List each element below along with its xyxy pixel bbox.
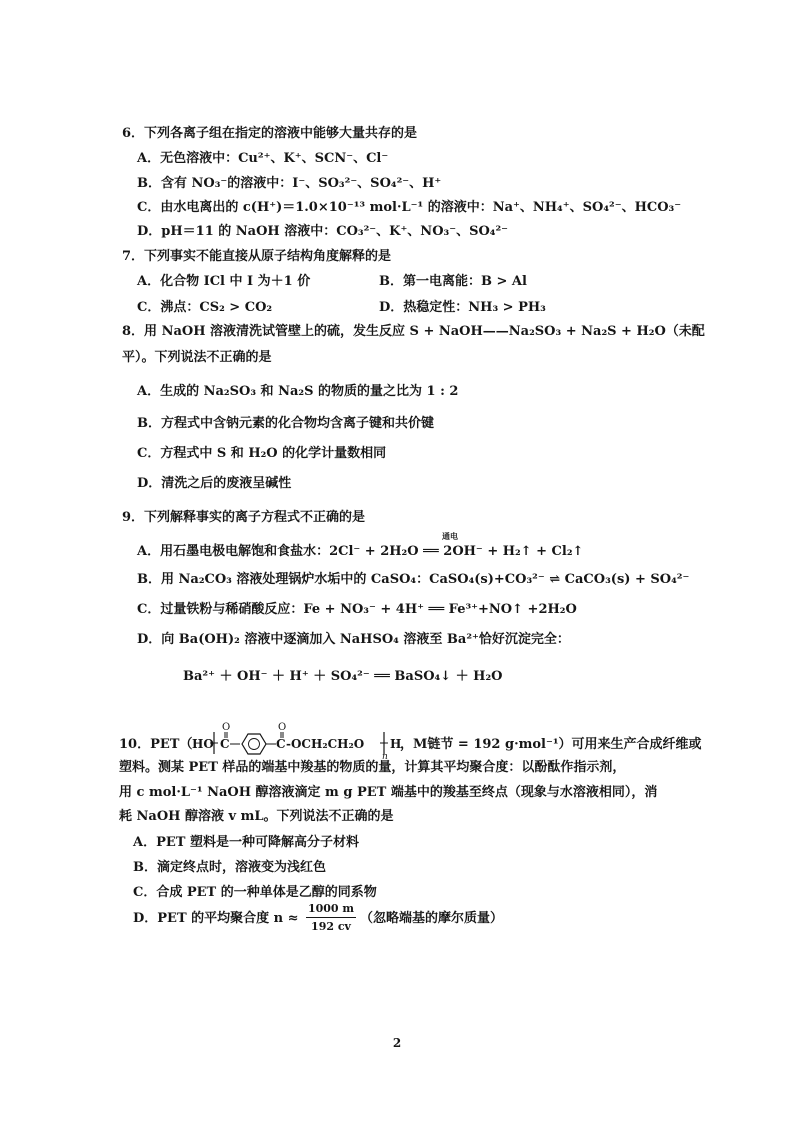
q8-option-c: C．方程式中 S 和 H₂O 的化学计量数相同 <box>137 446 387 461</box>
q10-option-a: A．PET 塑料是一种可降解高分子材料 <box>133 835 359 850</box>
q10-stem-line2: 塑料。测某 PET 样品的端基中羧基的物质的量，计算其平均聚合度：以酚酞作指示剂， <box>119 760 626 775</box>
q10-stem-prefix: 10．PET（ <box>119 737 193 752</box>
q10-stem-line3: 用 c mol·L⁻¹ NaOH 醇溶液滴定 m g PET 端基中的羧基至终点（现象与水溶液相同），消 <box>119 785 658 800</box>
carbonyl-o-text: O <box>278 722 287 733</box>
q9-option-b: B．用 Na₂CO₃ 溶液处理锅炉水垢中的 CaSO₄：CaSO₄(s)+CO₃²⁻ ⇌ CaCO₃(s) + SO₄²⁻ <box>137 572 690 587</box>
q10-stem-suffix: ，M链节 = 192 g·mol⁻¹）可用来生产合成纤维或 <box>400 737 702 752</box>
electrolysis-condition-label: 通电 <box>442 531 458 541</box>
fraction-numerator: 1000 m <box>307 902 355 915</box>
svg-text:C: C <box>220 737 230 751</box>
q8-stem-line1: 8．用 NaOH 溶液清洗试管壁上的硫，发生反应 S + NaOH——Na₂SO₃ + Na₂S + H₂O（未配 <box>122 324 705 339</box>
q8-option-a: A．生成的 Na₂SO₃ 和 Na₂S 的物质的量之比为 1 : 2 <box>137 384 459 399</box>
q9-option-d: D．向 Ba(OH)₂ 溶液中逐滴加入 NaHSO₄ 溶液至 Ba²⁺恰好沉淀完全： <box>137 632 570 647</box>
q6-option-c: C．由水电离出的 c(H⁺)＝1.0×10⁻¹³ mol·L⁻¹ 的溶液中：Na⁺、NH₄⁺、SO₄²⁻、HCO₃⁻ <box>137 200 682 215</box>
q9-stem: 9．下列解释事实的离子方程式不正确的是 <box>122 510 366 525</box>
q10-stem-line4: 耗 NaOH 醇溶液 v mL。下列说法不正确的是 <box>119 809 394 824</box>
q8-option-b: B．方程式中含钠元素的化合物均含离子键和共价键 <box>137 416 434 431</box>
q6-stem: 6．下列各离子组在指定的溶液中能够大量共存的是 <box>122 126 418 141</box>
carbonyl-o-text: O <box>222 722 231 733</box>
q9-option-a: A．用石墨电极电解饱和食盐水：2Cl⁻ + 2H₂O ══ 2OH⁻ + H₂↑ + Cl₂↑ <box>137 544 584 559</box>
q7-option-a: A．化合物 ICl 中 I 为＋1 价 <box>137 274 311 289</box>
formula-h-text: H <box>390 737 402 751</box>
q7-option-d: D．热稳定性：NH₃ > PH₃ <box>379 300 546 315</box>
q10-option-d-prefix: D．PET 的平均聚合度 n ≈ <box>133 911 299 926</box>
q6-option-a: A．无色溶液中：Cu²⁺、K⁺、SCN⁻、Cl⁻ <box>137 151 389 166</box>
formula-ho-text: HO <box>192 737 214 751</box>
q10-option-c: C．合成 PET 的一种单体是乙醇的同系物 <box>133 885 377 900</box>
benzene-ring-icon <box>242 734 266 754</box>
repeat-unit-n-text: n <box>382 752 388 760</box>
q8-stem-line2: 平）。下列说法不正确的是 <box>122 350 272 365</box>
q9-d-equation: Ba²⁺ ＋ OH⁻ ＋ H⁺ ＋ SO₄²⁻ ══ BaSO₄↓ ＋ H₂O <box>183 669 503 684</box>
page-number: 2 <box>392 1036 402 1050</box>
fraction-denominator: 192 cv <box>311 920 351 933</box>
formula-ester-chain-text: -OCH₂CH₂O <box>286 737 365 751</box>
q9-option-c: C．过量铁粉与稀硝酸反应：Fe + NO₃⁻ + 4H⁺ ══ Fe³⁺+NO↑ +2H₂O <box>137 602 577 617</box>
q10-option-b: B．滴定终点时，溶液变为浅红色 <box>133 860 326 875</box>
q10-option-d-suffix: （忽略端基的摩尔质量） <box>360 911 504 926</box>
polymer-bracket-right <box>380 732 388 754</box>
pet-structural-formula <box>192 720 410 760</box>
q7-option-b: B．第一电离能：B > Al <box>379 274 527 289</box>
q7-stem: 7．下列事实不能直接从原子结构角度解释的是 <box>122 249 392 264</box>
q7-option-c: C．沸点：CS₂ > CO₂ <box>137 300 273 315</box>
fraction-bar <box>306 917 356 918</box>
svg-text:C: C <box>276 737 286 751</box>
q8-option-d: D．清洗之后的废液呈碱性 <box>137 476 292 491</box>
q6-option-d: D．pH＝11 的 NaOH 溶液中：CO₃²⁻、K⁺、NO₃⁻、SO₄²⁻ <box>137 224 509 239</box>
q6-option-b: B．含有 NO₃⁻的溶液中：I⁻、SO₃²⁻、SO₄²⁻、H⁺ <box>137 176 442 191</box>
